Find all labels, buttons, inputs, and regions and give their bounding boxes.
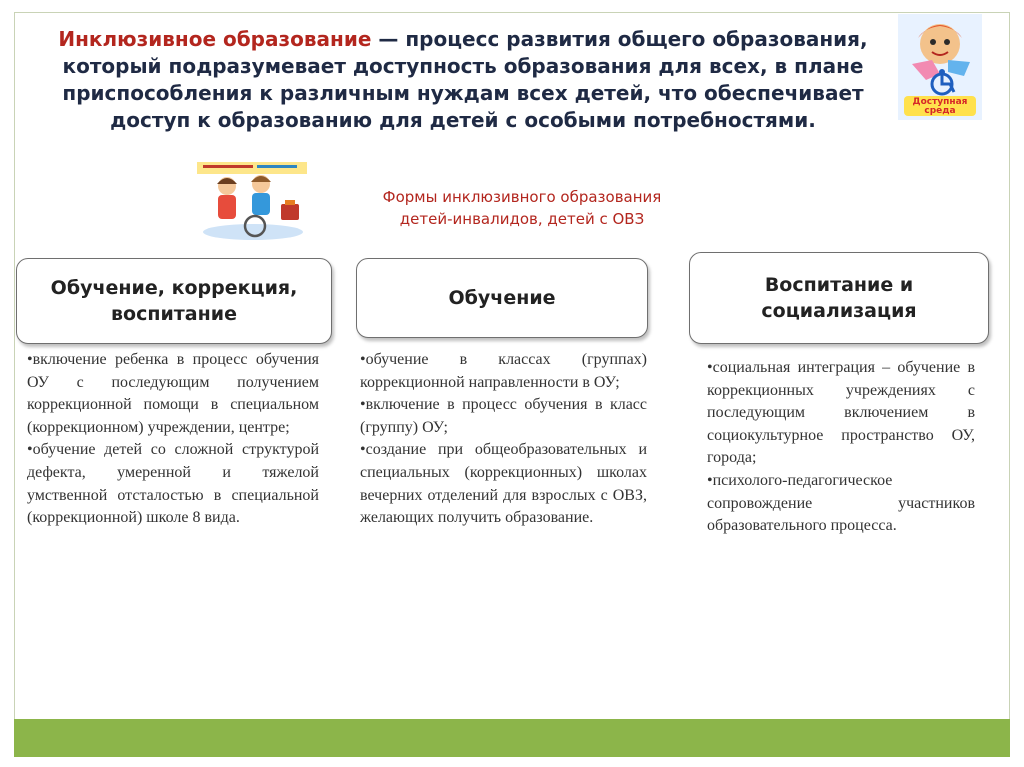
list-item: •психолого-педагогическое сопровождение участников образовательного процесса. (707, 471, 975, 535)
subtitle-line-1: Формы инклюзивного образования (382, 188, 662, 206)
page-title (30, 26, 896, 134)
list-item: •включение в процесс обучения в класс (группу) ОУ; (360, 396, 647, 436)
accessible-environment-logo (898, 14, 982, 120)
list-item: •обучение в классах (группах) коррекционной направленности в ОУ; (360, 351, 647, 391)
form-items-list-3 (707, 357, 975, 538)
subtitle-line-2: детей-инвалидов, детей с ОВЗ (399, 210, 645, 228)
list-item: •создание при общеобразовательных и специальных (коррекционных) школах вечерних отделений для взрослых с ОВЗ, желающих получить образование. (360, 441, 647, 527)
title-definition: — процесс развития общего образования, который подразумевает доступность образования для всех, в плане приспособления к различным нуждам всех детей, что обеспечивает доступ к образованию для детей с особыми потребностями. (62, 27, 868, 132)
form-box-training-correction-upbringing (16, 258, 332, 344)
form-title: Обучение (448, 287, 556, 309)
list-item: •социальная интеграция – обучение в коррекционных учреждениях с последующим включением в социокультурное пространство ОУ, города; (707, 359, 975, 467)
logo-caption: Доступная среда (912, 97, 968, 116)
footer-bar (14, 719, 1010, 757)
title-term: Инклюзивное образование (58, 27, 372, 51)
list-item: •включение ребенка в процесс обучения ОУ с последующим получением коррекционной помощи в специальном (коррекционном) учреждении, центре; (27, 351, 319, 436)
form-items-list-2 (360, 349, 647, 530)
form-title: Обучение, коррекция, воспитание (50, 277, 298, 325)
children-illustration (193, 160, 311, 242)
form-title: Воспитание и социализация (761, 274, 917, 322)
form-box-training (356, 258, 648, 338)
forms-subtitle (330, 186, 714, 230)
form-box-upbringing-socialization (689, 252, 989, 344)
form-items-list-1 (27, 349, 319, 530)
list-item: •обучение детей со сложной структурой дефекта, умеренной и тяжелой умственной отсталостью в специальной (коррекционной) школе 8 вида. (27, 441, 319, 527)
